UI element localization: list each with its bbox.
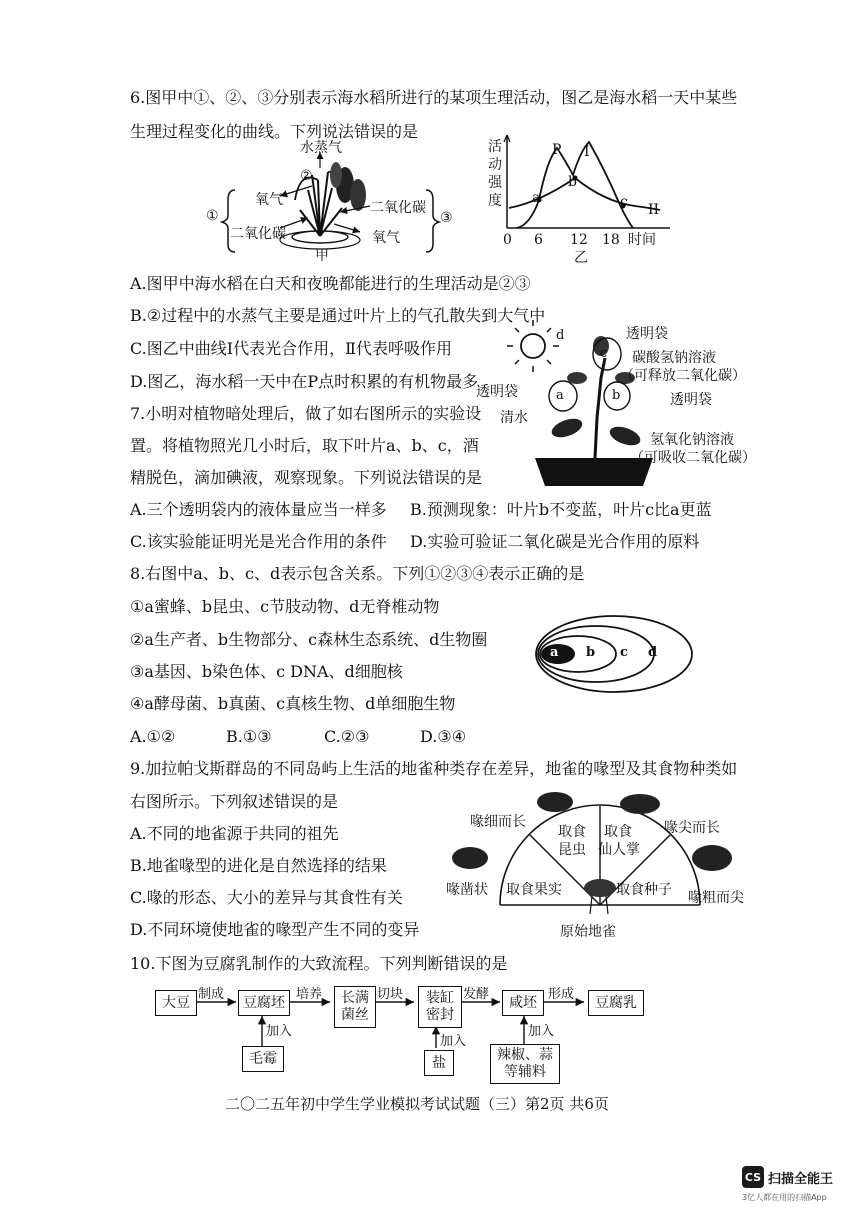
mycelium-box: 长满 菌丝 [334,986,376,1028]
cut-arrow-label: 切块 [377,987,404,1002]
y-axis-label: 活 动 强 度 [488,139,502,209]
x-tick-18: 18 [602,232,620,248]
curve-i-label: I [584,144,590,160]
q9-stem-line1: 9.加拉帕戈斯群岛的不同岛屿上生活的地雀种类存在差异，地雀的喙型及其食物种类如 [130,759,738,778]
q9-stem-line2: 右图所示。下列叙述错误的是 [130,792,339,811]
leaf-d-label: d [556,328,565,343]
x-axis-label: 时间 [628,232,656,248]
q7-option-d: D.实验可验证二氧化碳是光合作用的原料 [410,532,700,551]
food-fruit-label: 取食果实 [506,882,562,898]
ellipse-d-label: d [648,645,658,660]
q7-stem-line3: 精脱色，滴加碘液，观察现象。下列说法错误的是 [130,468,483,487]
q9-option-b: B.地雀喙型的进化是自然选择的结果 [130,856,387,875]
curve-ii-label: II [648,202,660,218]
food-cactus-line1: 取食 [604,824,632,840]
process-3-mark: ③ [440,210,453,226]
q6-option-c: C.图乙中曲线Ⅰ代表光合作用，Ⅱ代表呼吸作用 [130,339,452,358]
mold-box: 毛霉 [242,1046,284,1072]
bag-top-label: 透明袋 [626,326,668,342]
bag-right-label: 透明袋 [670,392,712,408]
salted-blank-box: 咸坯 [502,990,544,1016]
naoh-note: （可吸收二氧化碳） [630,450,756,466]
jar-seal-box: 装缸 密封 [418,986,462,1028]
thin-long-beak-label: 喙细而长 [470,814,526,830]
q8-item-1: ①a蜜蜂、b昆虫、c节肢动物、d无脊椎动物 [130,597,440,616]
figure-jia-caption: 甲 [315,248,329,264]
q9-option-d: D.不同环境使地雀的喙型产生不同的变异 [130,920,420,939]
water-vapor-label: 水蒸气 [300,140,342,156]
food-insect-line1: 取食 [558,824,586,840]
q9-option-a: A.不同的地雀源于共同的祖先 [130,824,339,843]
ancestor-finch-label: 原始地雀 [560,924,616,940]
add-spice-label: 加入 [528,1024,555,1039]
oxygen-right-label: 氧气 [372,230,400,246]
q8-item-2: ②a生产者、b生物部分、c森林生态系统、d生物圈 [130,630,488,649]
culture-arrow-label: 培养 [296,987,323,1002]
water-label: 清水 [500,410,528,426]
q6-option-d: D.图乙，海水稻一天中在P点时积累的有机物最多 [130,372,479,391]
co2-right-label: 二氧化碳 [370,200,426,216]
nahco3-label: 碳酸氢钠溶液 [632,350,716,366]
watermark-tagline: 3亿人都在用的扫描App [742,1193,827,1202]
spice-box: 辣椒、蒜 等辅料 [490,1044,560,1084]
q10-stem: 10.下图为豆腐乳制作的大致流程。下列判断错误的是 [130,954,508,973]
q7-stem-line2: 置。将植物照光几小时后，取下叶片a、b、c，酒 [130,436,479,455]
leaf-a-label: a [556,388,564,403]
camscanner-logo-icon: CS [742,1166,764,1188]
q8-stem: 8.右图中a、b、c、d表示包含关系。下列①②③④表示正确的是 [130,564,585,583]
q6-option-a: A.图甲中海水稻在白天和夜晚都能进行的生理活动是②③ [130,274,531,293]
q8-option-a: A.①② [130,727,176,746]
soy-box: 大豆 [155,990,197,1016]
naoh-label: 氢氧化钠溶液 [650,432,734,448]
q8-option-d: D.③④ [420,727,467,746]
add-salt-label: 加入 [440,1034,467,1049]
q6-stem-line2: 生理过程变化的曲线。下列说法错误的是 [130,122,419,141]
thick-sharp-beak-label: 喙粗而尖 [688,890,744,906]
ellipse-b-label: b [586,645,596,660]
add-mold-label: 加入 [266,1024,293,1039]
tofu-blank-box: 豆腐坯 [238,990,290,1016]
watermark-app-name: 扫描全能王 [768,1172,834,1187]
form-arrow-label: 形成 [548,987,575,1002]
figure-yi-caption: 乙 [574,250,588,266]
x-tick-6: 6 [534,232,543,248]
leaf-c-label: c [600,346,608,361]
x-tick-0: 0 [503,232,512,248]
co2-left-label: 二氧化碳 [230,226,286,242]
bag-left-label: 透明袋 [476,384,518,400]
ellipse-c-label: c [620,645,628,660]
fermented-tofu-box: 豆腐乳 [588,990,644,1016]
chisel-beak-label: 喙凿状 [446,882,488,898]
q7-stem-line1: 7.小明对植物暗处理后，做了如右图所示的实验设 [130,404,482,423]
q8-option-c: C.②③ [324,727,370,746]
q7-option-a: A.三个透明袋内的液体量应当一样多 [130,500,387,519]
q8-item-4: ④a酵母菌、b真菌、c真核生物、d单细胞生物 [130,694,456,713]
food-cactus-line2: 仙人掌 [598,842,640,858]
leaf-b-label: b [612,388,621,403]
q8-option-b: B.①③ [226,727,272,746]
make-arrow-label: 制成 [198,987,225,1002]
process-2-mark: ② [300,168,313,184]
oxygen-left-label: 氧气 [255,192,283,208]
ferment-arrow-label: 发酵 [463,987,490,1002]
nahco3-note: （可释放二氧化碳） [620,368,746,384]
point-c-label: c [620,194,628,210]
point-a-label: a [532,190,541,206]
food-seed-label: 取食种子 [616,882,672,898]
sharp-long-beak-label: 喙尖而长 [664,820,720,836]
process-1-mark: ① [206,208,219,224]
point-p-label: P [552,142,562,158]
page-footer: 二〇二五年初中学生学业模拟考试试题（三）第2页 共6页 [225,1095,609,1113]
q7-option-b: B.预测现象：叶片b不变蓝，叶片c比a更蓝 [410,500,712,519]
food-insect-line2: 昆虫 [558,842,586,858]
point-b-label: b [568,174,577,190]
q6-stem-line1: 6.图甲中①、②、③分别表示海水稻所进行的某项生理活动，图乙是海水稻一天中某些 [130,88,738,107]
x-tick-12: 12 [570,232,588,248]
ellipse-a-label: a [550,645,559,660]
q8-item-3: ③a基因、b染色体、c DNA、d细胞核 [130,662,403,681]
q9-option-c: C.喙的形态、大小的差异与其食性有关 [130,888,403,907]
salt-box: 盐 [424,1050,454,1076]
q6-option-b: B.②过程中的水蒸气主要是通过叶片上的气孔散失到大气中 [130,306,546,325]
q7-option-c: C.该实验能证明光是光合作用的条件 [130,532,387,551]
